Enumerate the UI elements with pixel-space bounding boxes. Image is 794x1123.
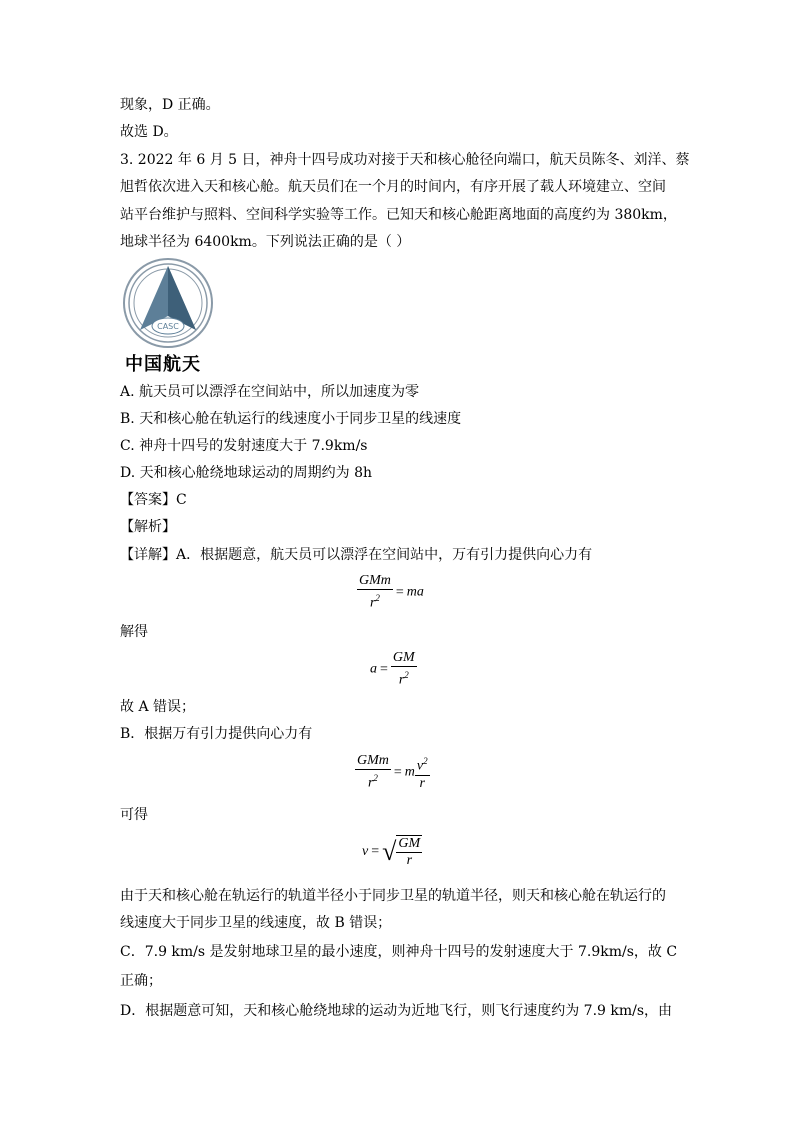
text-line: C．7.9 km/s 是发射地球卫星的最小速度，则神舟十四号的发射速度大于 7.9km/s，故 C: [120, 944, 678, 960]
option-b: B. 天和核心舱在轨运行的线速度小于同步卫星的线速度: [120, 411, 462, 427]
casc-emblem-icon: [120, 258, 216, 348]
question-text: 站平台维护与照料、空间科学实验等工作。已知天和核心舱距离地面的高度约为 380km，: [120, 207, 677, 223]
text-line: 故选 D。: [120, 124, 178, 140]
equation-3: $\frac{\text{GMm}}{r^2}$ = m $\frac{v^2}{r}$: [357, 753, 428, 791]
option-c: C. 神舟十四号的发射速度大于 7.9km/s: [120, 438, 368, 454]
question-text: 地球半径为 6400km。下列说法正确的是（ ）: [120, 234, 411, 250]
text-line: 可得: [120, 807, 148, 823]
answer-label: 【答案】C: [120, 492, 187, 508]
option-d: D. 天和核心舱绕地球运动的周期约为 8h: [120, 465, 372, 481]
equation-4: v = √ $\frac{GM}{r}$: [362, 836, 421, 868]
text-line: 现象，D 正确。: [120, 97, 220, 113]
question-text: 3. 2022 年 6 月 5 日，神舟十四号成功对接于天和核心舱径向端口，航天员陈冬、刘洋、蔡: [120, 152, 690, 168]
text-line: 解得: [120, 624, 148, 640]
text-line: B．根据万有引力提供向心力有: [120, 726, 313, 742]
text-line: 由于天和核心舱在轨运行的轨道半径小于同步卫星的轨道半径，则天和核心舱在轨运行的: [120, 888, 666, 904]
equation-2: a = $\frac{GM}{r^2}$: [370, 650, 415, 688]
equation-1: $\frac{\text{GMm}}{r^2}$ = ma: [359, 573, 424, 611]
text-line: 线速度大于同步卫星的线速度，故 B 错误；: [120, 915, 392, 931]
option-a: A. 航天员可以漂浮在空间站中，所以加速度为零: [120, 384, 420, 400]
text-line: D．根据题意可知，天和核心舱绕地球的运动为近地飞行，则飞行速度约为 7.9 km/s，由: [120, 1003, 673, 1019]
question-text: 旭哲依次进入天和核心舱。航天员们在一个月的时间内，有序开展了载人环境建立、空间: [120, 179, 666, 195]
analysis-label: 【解析】: [120, 519, 176, 535]
text-line: 正确；: [120, 973, 162, 989]
detail-text: 【详解】A．根据题意，航天员可以漂浮在空间站中，万有引力提供向心力有: [120, 547, 593, 563]
text-line: 故 A 错误；: [120, 699, 196, 715]
logo-abbr: CASC: [157, 322, 179, 331]
logo-name: 中国航天: [125, 354, 201, 375]
